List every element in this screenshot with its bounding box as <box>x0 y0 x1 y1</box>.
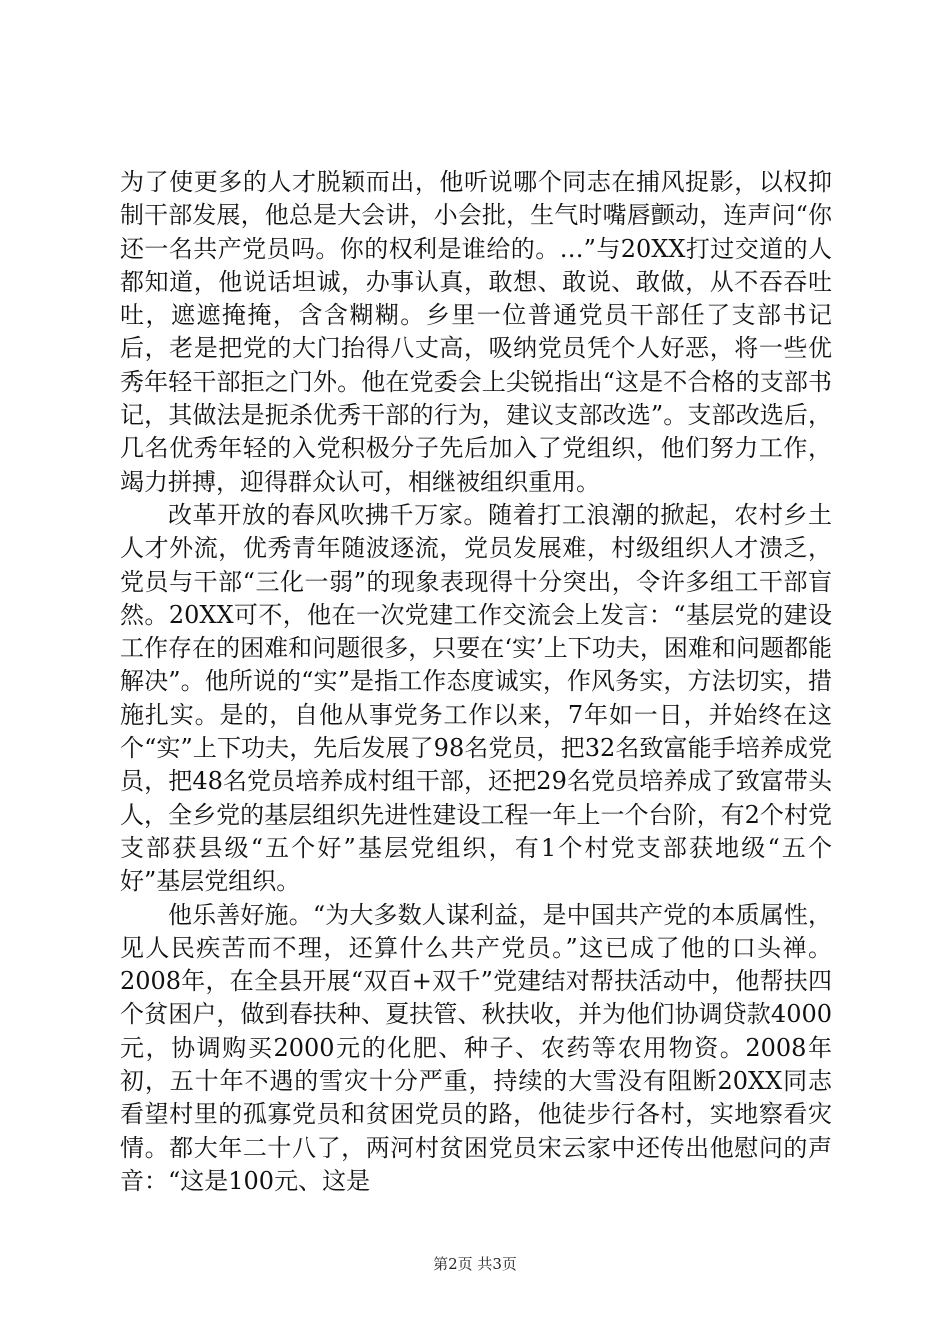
page-footer: 第2页 共3页 <box>433 1255 517 1273</box>
paragraph-1: 为了使更多的人才脱颖而出，他听说哪个同志在捕风捉影，以权抑制干部发展，他总是大会讲，小会批，生气时嘴唇颤动，连声问“你还一名共产党员吗。你的权利是谁给的。…”与20XX打过交道的人都知道，他说话坦诚，办事认真，敢想、敢说、敢做，从不吞吞吐吐，遮遮掩掩，含含糊糊。乡里一位普通党员干部任了支部书记后，老是把党的大门抬得八丈高，吸纳党员凭个人好恶，将一些优秀年轻干部拒之门外。他在党委会上尖锐指出“这是不合格的支部书记，其做法是扼杀优秀干部的行为，建议支部改选”。支部改选后，几名优秀年轻的入党积极分子先后加入了党组织，他们努力工作，竭力拼搏，迎得群众认可，相继被组织重用。 <box>120 168 832 496</box>
paragraph-3: 他乐善好施。“为大多数人谋利益，是中国共产党的本质属性，见人民疾苦而不理，还算什么共产党员。”这已成了他的口头禅。2008年，在全县开展“双百+双千”党建结对帮扶活动中，他帮扶四个贫困户，做到春扶种、夏扶管、秋扶收，并为他们协调贷款4000元，协调购买2000元的化肥、种子、农药等农用物资。2008年初，五十年不遇的雪灾十分严重，持续的大雪没有阻断20XX同志看望村里的孤寡党员和贫困党员的路，他徒步行各村，实地察看灾情。都大年二十八了，两河村贫困党员宋云家中还传出他慰问的声音：“这是100元、这是 <box>120 900 832 1195</box>
paragraph-2: 改革开放的春风吹拂千万家。随着打工浪潮的掀起，农村乡土人才外流，优秀青年随波逐流，党员发展难，村级组织人才溃乏，党员与干部“三化一弱”的现象表现得十分突出，令许多组工干部盲然。20XX可不，他在一次党建工作交流会上发言：“基层党的建设工作存在的困难和问题很多，只要在‘实’上下功夫，困难和问题都能解决”。他所说的“实”是指工作态度诚实，作风务实，方法切实，措施扎实。是的，自他从事党务工作以来，7年如一日，并始终在这个“实”上下功夫，先后发展了98名党员，把32名致富能手培养成党员，把48名党员培养成村组干部，还把29名党员培养成了致富带头人，全乡党的基层组织先进性建设工程一年上一个台阶，有2个村党支部获县级“五个好”基层党组织，有1个村党支部获地级“五个好”基层党组织。 <box>120 500 832 896</box>
document-body <box>120 166 832 1198</box>
